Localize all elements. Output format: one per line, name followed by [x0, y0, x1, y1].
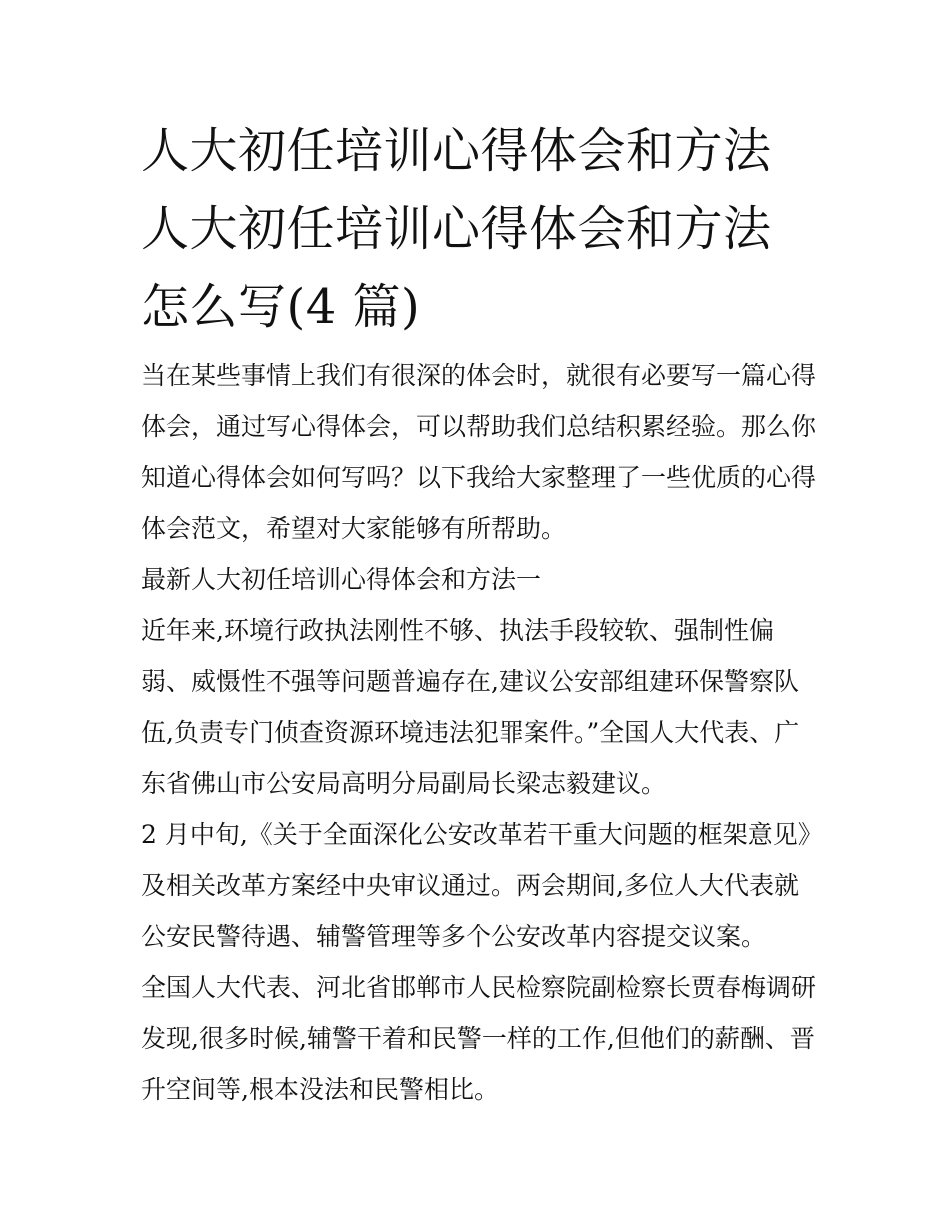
text-line: 当在某些事情上我们有很深的体会时，就很有必要写一篇心得 [141, 361, 817, 390]
text-line: 公安民警待遇、辅警管理等多个公安改革内容提交议案。 [141, 922, 767, 951]
document-title [141, 112, 821, 346]
title-line: 怎么写(4 篇) [141, 279, 421, 335]
text-line: 知道心得体会如何写吗？以下我给大家整理了一些优质的心得 [141, 463, 817, 492]
text-line: 发现,很多时候,辅警干着和民警一样的工作,但他们的薪酬、晋 [141, 1024, 815, 1053]
body-paragraph [141, 809, 821, 962]
text-line: 升空间等,根本没法和民警相比。 [141, 1075, 499, 1104]
body-paragraph [141, 605, 821, 809]
text-line: 最新人大初任培训心得体会和方法一 [141, 565, 542, 594]
text-line: 伍,负责专门侦查资源环境违法犯罪案件。”全国人大代表、广 [141, 718, 800, 747]
text-line: 近年来,环境行政执法刚性不够、执法手段较软、强制性偏 [141, 616, 774, 645]
title-line: 人大初任培训心得体会和方法 [141, 201, 772, 257]
intro-paragraph [141, 350, 821, 554]
document-page [141, 112, 821, 1115]
body-paragraph [141, 962, 821, 1115]
text-line: 及相关改革方案经中央审议通过。两会期间,多位人大代表就 [141, 871, 799, 900]
text-line: 弱、威慑性不强等问题普遍存在,建议公安部组建环保警察队 [141, 667, 799, 696]
title-line: 人大初任培训心得体会和方法 [141, 123, 772, 179]
text-line: 体会，通过写心得体会，可以帮助我们总结积累经验。那么你 [141, 412, 817, 441]
text-line: 全国人大代表、河北省邯郸市人民检察院副检察长贾春梅调研 [141, 973, 817, 1002]
text-line: 东省佛山市公安局高明分局副局长梁志毅建议。 [141, 769, 667, 798]
section-heading [141, 554, 821, 605]
document-body [141, 350, 821, 1115]
text-line: 2 月中旬,《关于全面深化公安改革若干重大问题的框架意见》 [141, 820, 823, 849]
text-line: 体会范文，希望对大家能够有所帮助。 [141, 514, 567, 543]
